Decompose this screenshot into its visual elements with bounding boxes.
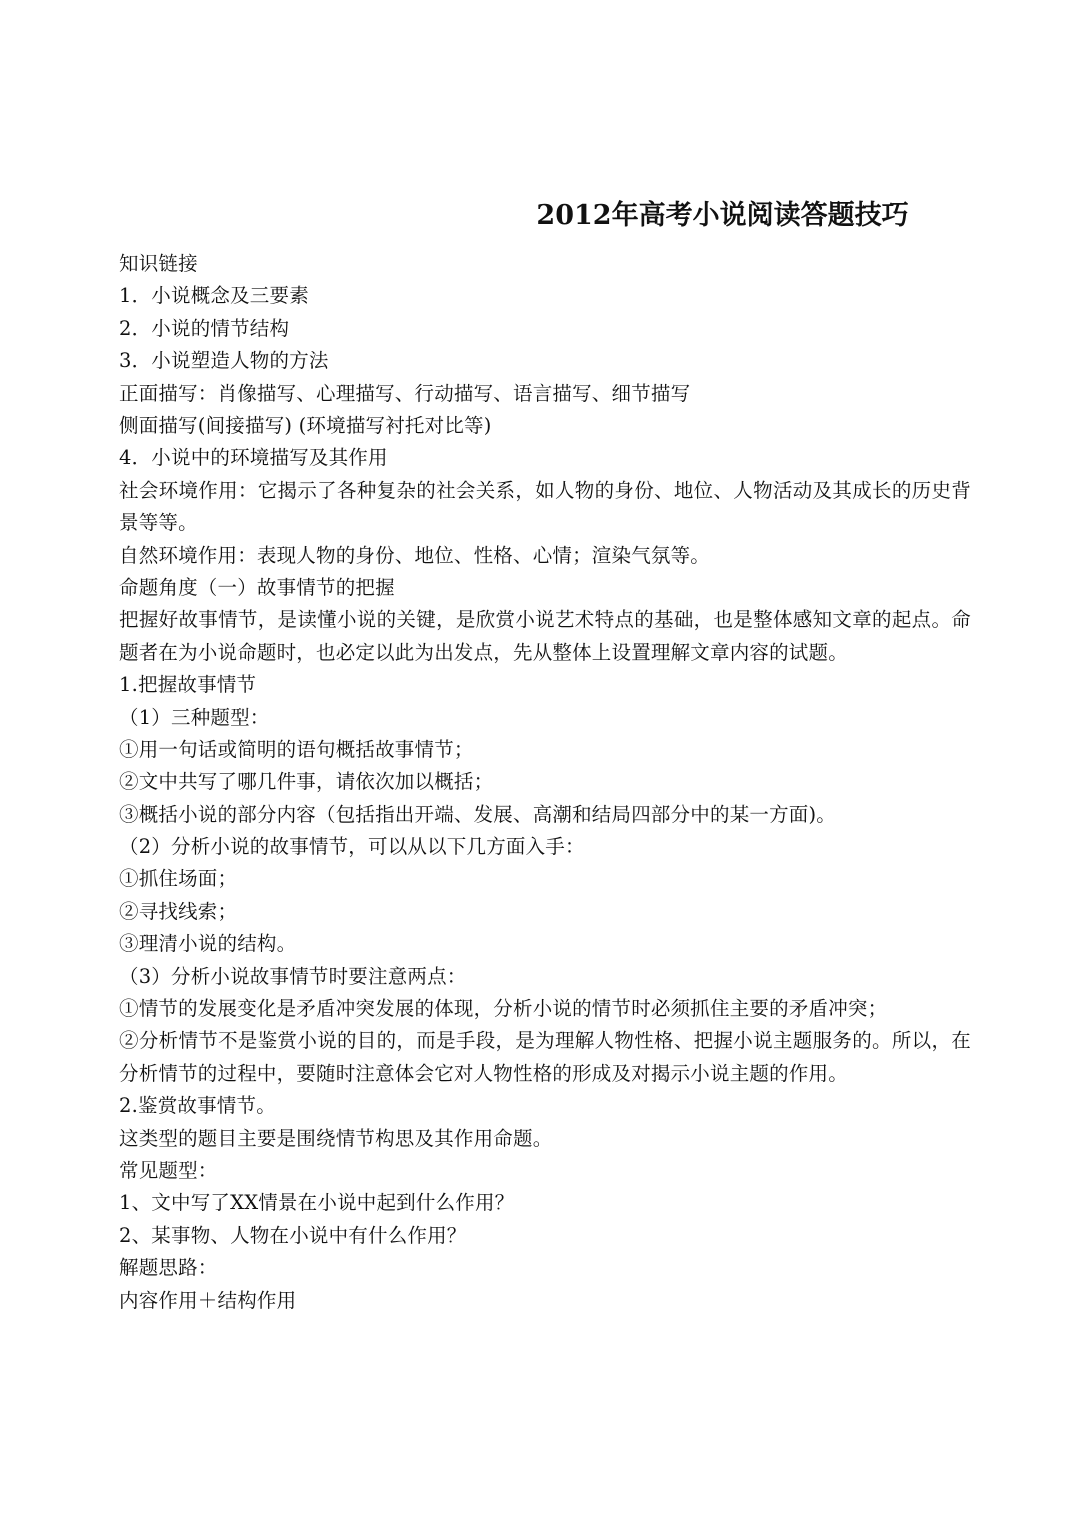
paragraph-plot-intro: 把握好故事情节，是读懂小说的关键，是欣赏小说艺术特点的基础，也是整体感知文章的起点。命题者在为小说命题时，也必定以此为出发点，先从整体上设置理解文章内容的试题。 bbox=[119, 608, 971, 664]
list-item: 3．小说塑造人物的方法 bbox=[119, 349, 329, 373]
list-item: ②分析情节不是鉴赏小说的目的，而是手段，是为理解人物性格、把握小说主题服务的。所以，在分析情节的过程中，要随时注意体会它对人物性格的形成及对揭示小说主题的作用。 bbox=[119, 1029, 971, 1085]
paragraph-natural-environment: 自然环境作用：表现人物的身份、地位、性格、心情；渲染气氛等。 bbox=[119, 543, 711, 567]
list-item: ②文中共写了哪几件事，请依次加以概括； bbox=[119, 770, 494, 794]
page-title: 2012年高考小说阅读答题技巧 bbox=[536, 200, 909, 231]
section-heading-knowledge-link: 知识链接 bbox=[119, 252, 198, 275]
section-heading-plot: 命题角度（一）故事情节的把握 bbox=[119, 575, 395, 599]
list-item: （2）分析小说的故事情节，可以从以下几方面入手： bbox=[119, 835, 585, 859]
list-item: 2、某事物、人物在小说中有什么作用？ bbox=[119, 1223, 467, 1247]
list-item: （1）三种题型： bbox=[119, 705, 270, 729]
paragraph: 这类型的题目主要是围绕情节构思及其作用命题。 bbox=[119, 1126, 553, 1150]
list-item: 1．小说概念及三要素 bbox=[119, 284, 309, 308]
paragraph-direct-description: 正面描写：肖像描写、心理描写、行动描写、语言描写、细节描写 bbox=[119, 381, 691, 405]
list-item: 2．小说的情节结构 bbox=[119, 316, 290, 340]
paragraph-social-environment: 社会环境作用：它揭示了各种复杂的社会关系，如人物的身份、地位、人物活动及其成长的历史背景等等。 bbox=[119, 478, 971, 535]
paragraph: 内容作用＋结构作用 bbox=[119, 1288, 297, 1312]
list-item: ③理清小说的结构。 bbox=[119, 932, 297, 956]
list-item: ①情节的发展变化是矛盾冲突发展的体现，分析小说的情节时必须抓住主要的矛盾冲突； bbox=[119, 997, 888, 1021]
list-item: ②寻找线索； bbox=[119, 899, 238, 923]
list-item: 1、文中写了XX情景在小说中起到什么作用？ bbox=[119, 1191, 515, 1215]
list-item: （3）分析小说故事情节时要注意两点： bbox=[119, 964, 467, 988]
paragraph: 常见题型： bbox=[119, 1159, 218, 1183]
subsection-heading: 2.鉴赏故事情节。 bbox=[119, 1094, 276, 1118]
subsection-heading: 1.把握故事情节 bbox=[119, 673, 257, 697]
list-item: 4．小说中的环境描写及其作用 bbox=[119, 446, 388, 470]
document-body bbox=[119, 248, 971, 1317]
paragraph: 解题思路： bbox=[119, 1256, 218, 1280]
list-item: ①抓住场面； bbox=[119, 867, 238, 891]
paragraph-indirect-description: 侧面描写(间接描写) (环境描写衬托对比等) bbox=[119, 413, 492, 437]
list-item: ③概括小说的部分内容（包括指出开端、发展、高潮和结局四部分中的某一方面)。 bbox=[119, 802, 837, 826]
list-item: ①用一句话或简明的语句概括故事情节； bbox=[119, 737, 474, 761]
